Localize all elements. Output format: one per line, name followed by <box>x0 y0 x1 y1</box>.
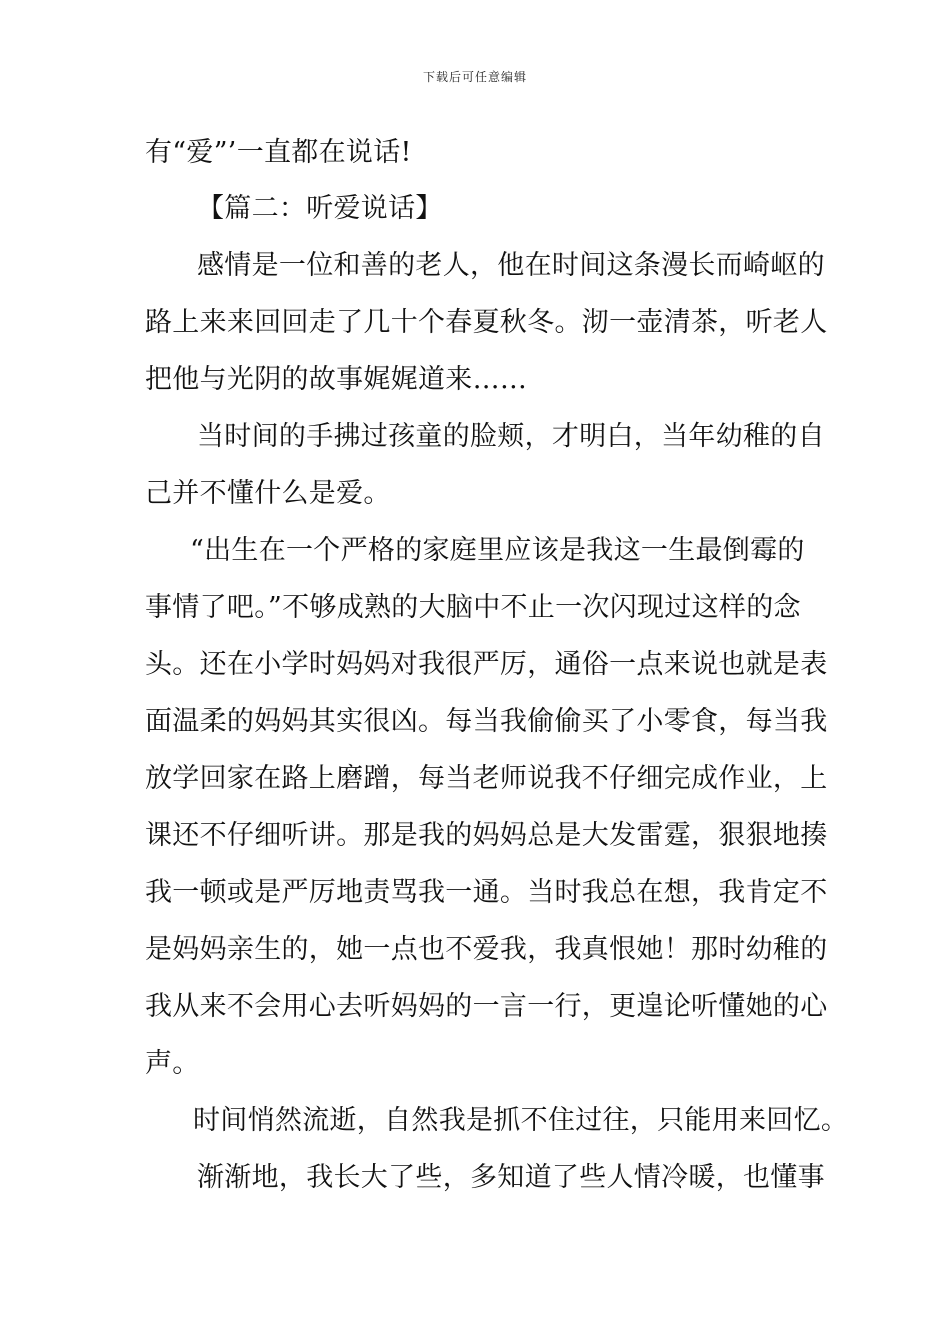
text-line: 课还不仔细听讲。那是我的妈妈总是大发雷霆，狠狠地揍 <box>145 820 828 851</box>
text-line: 路上来来回回走了几十个春夏秋冬。沏一壶清茶，听老人 <box>145 307 828 338</box>
text-line: 感情是一位和善的老人，他在时间这条漫长而崎岖的 <box>197 250 825 281</box>
page-header-note: 下载后可任意编辑 <box>422 70 527 84</box>
text-line: 己并不懂什么是爱。 <box>145 478 391 509</box>
text-line: 头。还在小学时妈妈对我很严厉，通俗一点来说也就是表 <box>145 649 828 680</box>
text-line: 有“爱”’一直都在说话! <box>145 137 412 168</box>
text-line: 面温柔的妈妈其实很凶。每当我偷偷买了小零食，每当我 <box>145 706 828 737</box>
text-line: 放学回家在路上磨蹭，每当老师说我不仔细完成作业，上 <box>145 763 828 794</box>
text-line: 把他与光阴的故事娓娓道来…… <box>145 364 528 395</box>
text-line: 我一顿或是严厉地责骂我一通。当时我总在想，我肯定不 <box>145 877 828 908</box>
text-line: 渐渐地，我长大了些，多知道了些人情冷暖，也懂事 <box>197 1162 825 1193</box>
text-line: “出生在一个严格的家庭里应该是我这一生最倒霉的 <box>190 535 805 566</box>
text-line: 当时间的手拂过孩童的脸颊，才明白，当年幼稚的自 <box>197 421 825 452</box>
text-line: 是妈妈亲生的，她一点也不爱我，我真恨她！那时幼稚的 <box>145 934 828 965</box>
text-line: 时间悄然流逝，自然我是抓不住过往，只能用来回忆。 <box>193 1105 849 1136</box>
text-line: 事情了吧。”不够成熟的大脑中不止一次闪现过这样的念 <box>145 592 801 623</box>
text-line: 我从来不会用心去听妈妈的一言一行，更遑论听懂她的心 <box>145 991 828 1022</box>
section-heading: 【篇二：听爱说话】 <box>197 193 443 224</box>
text-line: 声。 <box>145 1048 200 1079</box>
